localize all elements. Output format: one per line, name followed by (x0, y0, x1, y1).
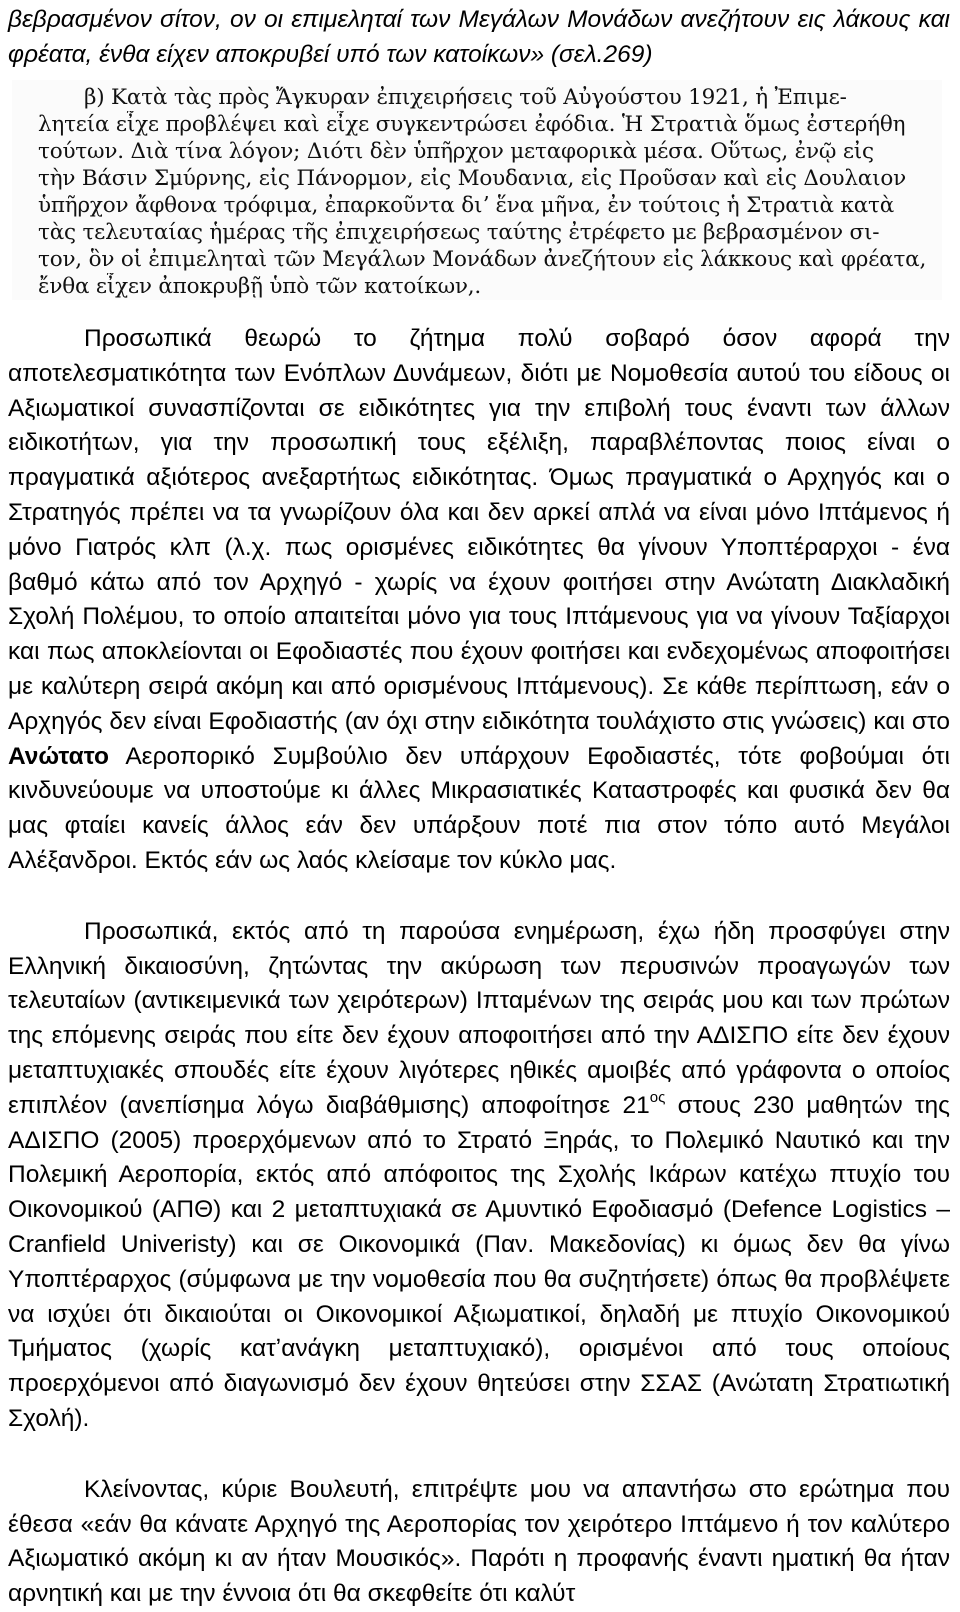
scan-line: λητεία εἶχε προβλέψει καὶ εἶχε συγκεντρώσει ἐφόδια. Ἡ Στρατιὰ ὅμως ἐστερήθη (38, 112, 906, 137)
scanned-quote-image (12, 80, 942, 300)
body-paragraph-2 (8, 915, 950, 1437)
paragraph-1-bold-word: Ανώτατο (8, 742, 109, 770)
ordinal-superscript: ος (649, 1088, 666, 1106)
scan-line: β) Κατὰ τὰς πρὸς Ἄγκυραν ἐπιχειρήσεις τοῦ Αὐγούστου 1921, ἡ Ἐπιμε- (84, 85, 847, 110)
scan-line: τὴν Βάσιν Σμύρνης, εἰς Πάνορμον, εἰς Μουδανια, εἰς Προῦσαν καὶ εἰς Δουλαιον (38, 166, 906, 191)
paragraph-2-text-b: στους 230 μαθητών της ΑΔΙΣΠΟ (2005) προερχόμενων από το Στρατό Ξηράς, το Πολεμικό Ναυτικό και την Πολεμική Αεροπορία, εκτός από απόφοιτος της Σχολής Ικάρων κατέχω πτυχίο του Οικονομικού (ΑΠΘ) και 2 μεταπτυχιακά σε Αμυντικό Εφοδιασμό (Defence Logistics – Cranfield Univeristy) και σε Οικονομικά (Παν. Μακεδονίας) κι όμως δεν θα γίνω Υποπτέραρχος (σύμφωνα με την νομοθεσία που θα συζητήσετε) όπως θα προβλέψετε να ισχύει ότι δικαιούται οι Οικονομικοί Αξιωματικοί, δηλαδή με πτυχίο Οικονομικού Τμήματος (χωρίς κατʼανάγκη μεταπτυχιακό), ορισμένοι από τους οποίους προερχόμενοι από διαγωνισμό δεν έχουν θητεύσει στην ΣΣΑΣ (Ανώτατη Στρατιωτική Σχολή). (8, 1091, 950, 1432)
paragraph-spacer (8, 1437, 950, 1473)
body-paragraph-3: Κλείνοντας, κύριε Βουλευτή, επιτρέψτε μου να απαντήσω στο ερώτημα που έθεσα «εάν θα κάνατε Αρχηγό της Αεροπορίας τον χειρότερο Ιπτάμενο ή τον καλύτερο Αξιωματικό ακόμη κι αν ήταν Μουσικός». Παρότι η προφανής έναντι ηματική θα ήταν αρνητική και με την έννοια ότι θα σκεφθείτε ότι καλύτ (8, 1475, 950, 1608)
paragraph-1-text-b: Αεροπορικό Συμβούλιο δεν υπάρχουν Εφοδιαστές, τότε φοβούμαι ότι κινδυνεύουμε να υποστούμε κι άλλες Μικρασιατικές Καταστροφές και φυσικά δεν θα μας φταίει κανείς άλλος εάν δεν υπάρξουν ποτέ πια στον τόπο αυτό Μεγάλοι Αλέξανδροι. Εκτός εάν ως λαός κλείσαμε τον κύκλο μας. (8, 742, 950, 874)
paragraph-1-text-a: Προσωπικά θεωρώ το ζήτημα πολύ σοβαρό όσον αφορά την αποτελεσματικότητα των Ενόπλων Δυνάμεων, διότι με Νομοθεσία αυτού του είδους οι Αξιωματικοί συνασπίζονται σε ειδικότητες για την επιβολή τους έναντι των άλλων ειδικοτήτων, για την προσωπική τους εξέλιξη, παραβλέποντας ποιος είναι ο πραγματικά αξιότερος ανεξαρτήτως ειδικότητας. Όμως πραγματικά ο Αρχηγός και ο Στρατηγός πρέπει να τα γνωρίζουν όλα και δεν αρκεί απλά να είναι μόνο Ιπτάμενος ή μόνο Γιατρός κλπ (λ.χ. πως ορισμένες ειδικότητες θα γίνουν Υποπτέραρχοι - ένα βαθμό κάτω από τον Αρχηγό - χωρίς να έχουν φοιτήσει στην Ανώτατη Διακλαδική Σχολή Πολέμου, το οποίο απαιτείται μόνο για τους Ιπτάμενους για να γίνουν Ταξίαρχοι και πως αποκλείονται οι Εφοδιαστές που έχουν φοιτήσει και ενδεχομένως αποφοιτήσει με καλύτερη σειρά ακόμη και από ορισμένους Ιπτάμενους). Σε κάθε περίπτωση, εάν ο Αρχηγός δεν είναι Εφοδιαστής (αν όχι στην ειδικότητα τουλάχιστο στις γνώσεις) και στο (8, 325, 950, 735)
paragraph-spacer (8, 879, 950, 915)
scan-line: τὰς τελευταίας ἡμέρας τῆς ἐπιχειρήσεως ταύτης ἐτρέφετο με βεβρασμένον σι- (38, 220, 880, 245)
scan-line: τον, ὃν οἱ ἐπιμεληταὶ τῶν Μεγάλων Μονάδων ἀνεζήτουν εἰς λάκκους καὶ φρέατα, (38, 247, 927, 272)
scan-line: τούτων. Διὰ τίνα λόγον; Διότι δὲν ὑπῆρχον μεταφορικὰ μέσα. Οὕτως, ἐνῷ εἰς (38, 139, 874, 164)
scan-line: ἔνθα εἶχεν ἀποκρυβῇ ὑπὸ τῶν κατοίκων,. (38, 274, 482, 299)
paragraph-2-text-a: Προσωπικά, εκτός από τη παρούσα ενημέρωση, έχω ήδη προσφύγει στην Ελληνική δικαιοσύνη, ζητώντας την ακύρωση των περυσινών προαγωγών των τελευταίων (αντικειμενικά των χειρότερων) Ιπταμένων της σειράς μου και των πρώτων της επόμενης σειράς που είτε δεν έχουν αποφοιτήσει από την ΑΔΙΣΠΟ είτε δεν έχουν μεταπτυχιακές σπουδές είτε έχουν λιγότερες ηθικές αμοιβές από γράφοντα ο οποίος επιπλέον (ανεπίσημα λόγω διαβάθμισης) αποφοίτησε 21 (8, 917, 950, 1119)
intro-quote-text: βεβρασμένον σίτον, ον οι επιμεληταί των Μεγάλων Μονάδων ανεζήτουν εις λάκους και φρέατα, ένθα είχεν αποκρυβεί υπό των κατοίκων» (σελ.269) (8, 6, 950, 68)
scan-line: ὑπῆρχον ἄφθονα τρόφιμα, ἐπαρκοῦντα διʼ ἕνα μῆνα, ἐν τούτοις ἡ Στρατιὰ κατὰ (38, 193, 895, 218)
body-paragraph-1 (8, 322, 950, 879)
